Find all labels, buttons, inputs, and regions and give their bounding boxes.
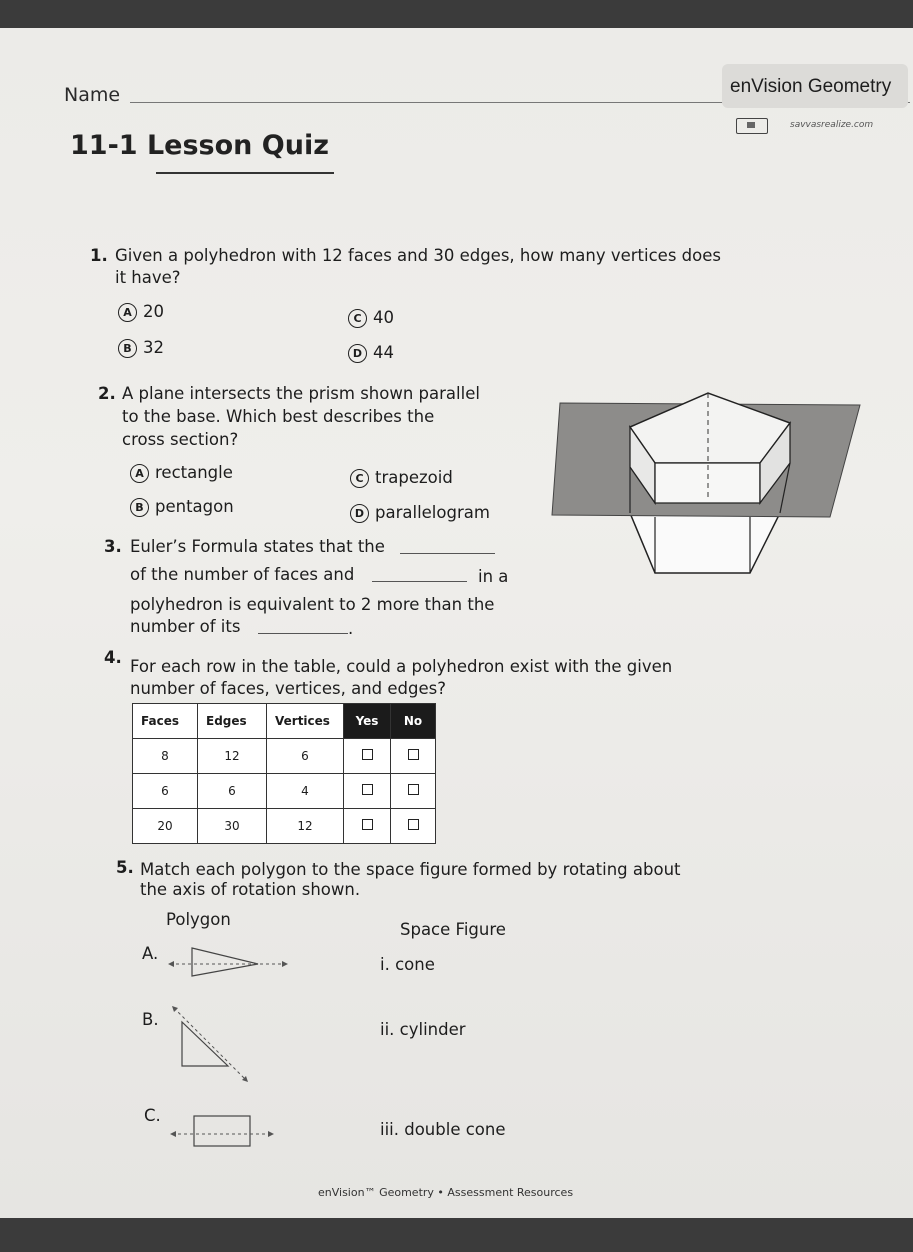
cell-vertices: 6	[267, 739, 344, 774]
cell-faces: 6	[133, 774, 198, 809]
q2-number: 2.	[98, 384, 116, 403]
yes-checkbox[interactable]	[362, 749, 373, 760]
q3-blank-1[interactable]	[400, 553, 495, 554]
q1-text-line2: it have?	[115, 268, 181, 287]
q3-line1: Euler’s Formula states that the	[130, 537, 385, 556]
space-figure-heading: Space Figure	[400, 920, 506, 939]
no-checkbox-cell[interactable]	[391, 739, 436, 774]
name-label: Name	[64, 84, 121, 106]
figure-iii-double-cone: iii. double cone	[380, 1120, 506, 1139]
cell-edges: 6	[198, 774, 267, 809]
polygon-b-right-triangle	[164, 1004, 254, 1084]
table-header-row	[133, 704, 436, 739]
no-checkbox[interactable]	[408, 749, 419, 760]
q1-option-c[interactable]: C 40	[348, 308, 394, 328]
polygon-c-label: C.	[144, 1106, 161, 1125]
q2-option-b[interactable]: B pentagon	[130, 497, 234, 517]
table-row	[133, 739, 436, 774]
table-row	[133, 809, 436, 844]
q2-text-line3: cross section?	[122, 430, 239, 449]
prism-lower-part	[630, 513, 780, 573]
table-row	[133, 774, 436, 809]
q1-text-line1: Given a polyhedron with 12 faces and 30 edges, how many vertices does	[115, 246, 721, 265]
page-footer: enVision™ Geometry • Assessment Resources	[318, 1186, 574, 1199]
polygon-a-label: A.	[142, 944, 159, 963]
q1-option-b[interactable]: B 32	[118, 338, 164, 358]
website-url: savvasrealize.com	[790, 120, 874, 130]
polygon-a-triangle	[166, 942, 296, 982]
yes-checkbox-cell[interactable]	[344, 809, 391, 844]
q4-text-line2: number of faces, vertices, and edges?	[130, 679, 446, 698]
cell-vertices: 12	[267, 809, 344, 844]
cell-faces: 8	[133, 739, 198, 774]
q4-number: 4.	[104, 648, 122, 667]
header-vertices: Vertices	[267, 704, 344, 739]
q5-number: 5.	[116, 858, 134, 877]
q3-line4-period: .	[348, 619, 354, 638]
q3-line3: polyhedron is equivalent to 2 more than the	[130, 595, 495, 614]
q1-option-a[interactable]: A 20	[118, 302, 164, 322]
brand-logo: enVision Geometry	[730, 76, 892, 97]
polygon-b-label: B.	[142, 1010, 159, 1029]
cell-faces: 20	[133, 809, 198, 844]
cell-edges: 12	[198, 739, 267, 774]
yes-checkbox[interactable]	[362, 819, 373, 830]
q5-text-line1: Match each polygon to the space figure formed by rotating about	[140, 860, 681, 879]
no-checkbox[interactable]	[408, 819, 419, 830]
computer-icon	[736, 118, 768, 134]
yes-checkbox-cell[interactable]	[344, 774, 391, 809]
q1-number: 1.	[90, 246, 108, 265]
polyhedron-table	[132, 703, 436, 844]
q3-blank-3[interactable]	[258, 633, 348, 634]
polygon-c-rectangle	[168, 1112, 278, 1152]
no-checkbox[interactable]	[408, 784, 419, 795]
q3-line2b: in a	[478, 567, 509, 586]
q3-line2a: of the number of faces and	[130, 565, 355, 584]
q2-text-line2: to the base. Which best describes the	[122, 407, 435, 426]
q2-option-d[interactable]: D parallelogram	[350, 503, 490, 523]
header-faces: Faces	[133, 704, 198, 739]
polygon-heading: Polygon	[166, 910, 231, 929]
q3-blank-2[interactable]	[372, 581, 467, 582]
cell-vertices: 4	[267, 774, 344, 809]
cell-edges: 30	[198, 809, 267, 844]
prism-plane-figure	[550, 385, 870, 585]
header-edges: Edges	[198, 704, 267, 739]
q1-option-d[interactable]: D 44	[348, 343, 394, 363]
yes-checkbox[interactable]	[362, 784, 373, 795]
header-yes: Yes	[344, 704, 391, 739]
no-checkbox-cell[interactable]	[391, 809, 436, 844]
q5-text-line2: the axis of rotation shown.	[140, 880, 361, 899]
yes-checkbox-cell[interactable]	[344, 739, 391, 774]
figure-ii-cylinder: ii. cylinder	[380, 1020, 466, 1039]
title-underline	[156, 172, 334, 174]
no-checkbox-cell[interactable]	[391, 774, 436, 809]
figure-i-cone: i. cone	[380, 955, 435, 974]
q3-number: 3.	[104, 537, 122, 556]
page-title: 11-1 Lesson Quiz	[70, 130, 329, 161]
q3-line4: number of its	[130, 617, 241, 636]
q2-option-c[interactable]: C trapezoid	[350, 468, 453, 488]
q4-text-line1: For each row in the table, could a polyhedron exist with the given	[130, 657, 673, 676]
header-no: No	[391, 704, 436, 739]
q2-option-a[interactable]: A rectangle	[130, 463, 233, 483]
q2-text-line1: A plane intersects the prism shown parallel	[122, 384, 480, 403]
